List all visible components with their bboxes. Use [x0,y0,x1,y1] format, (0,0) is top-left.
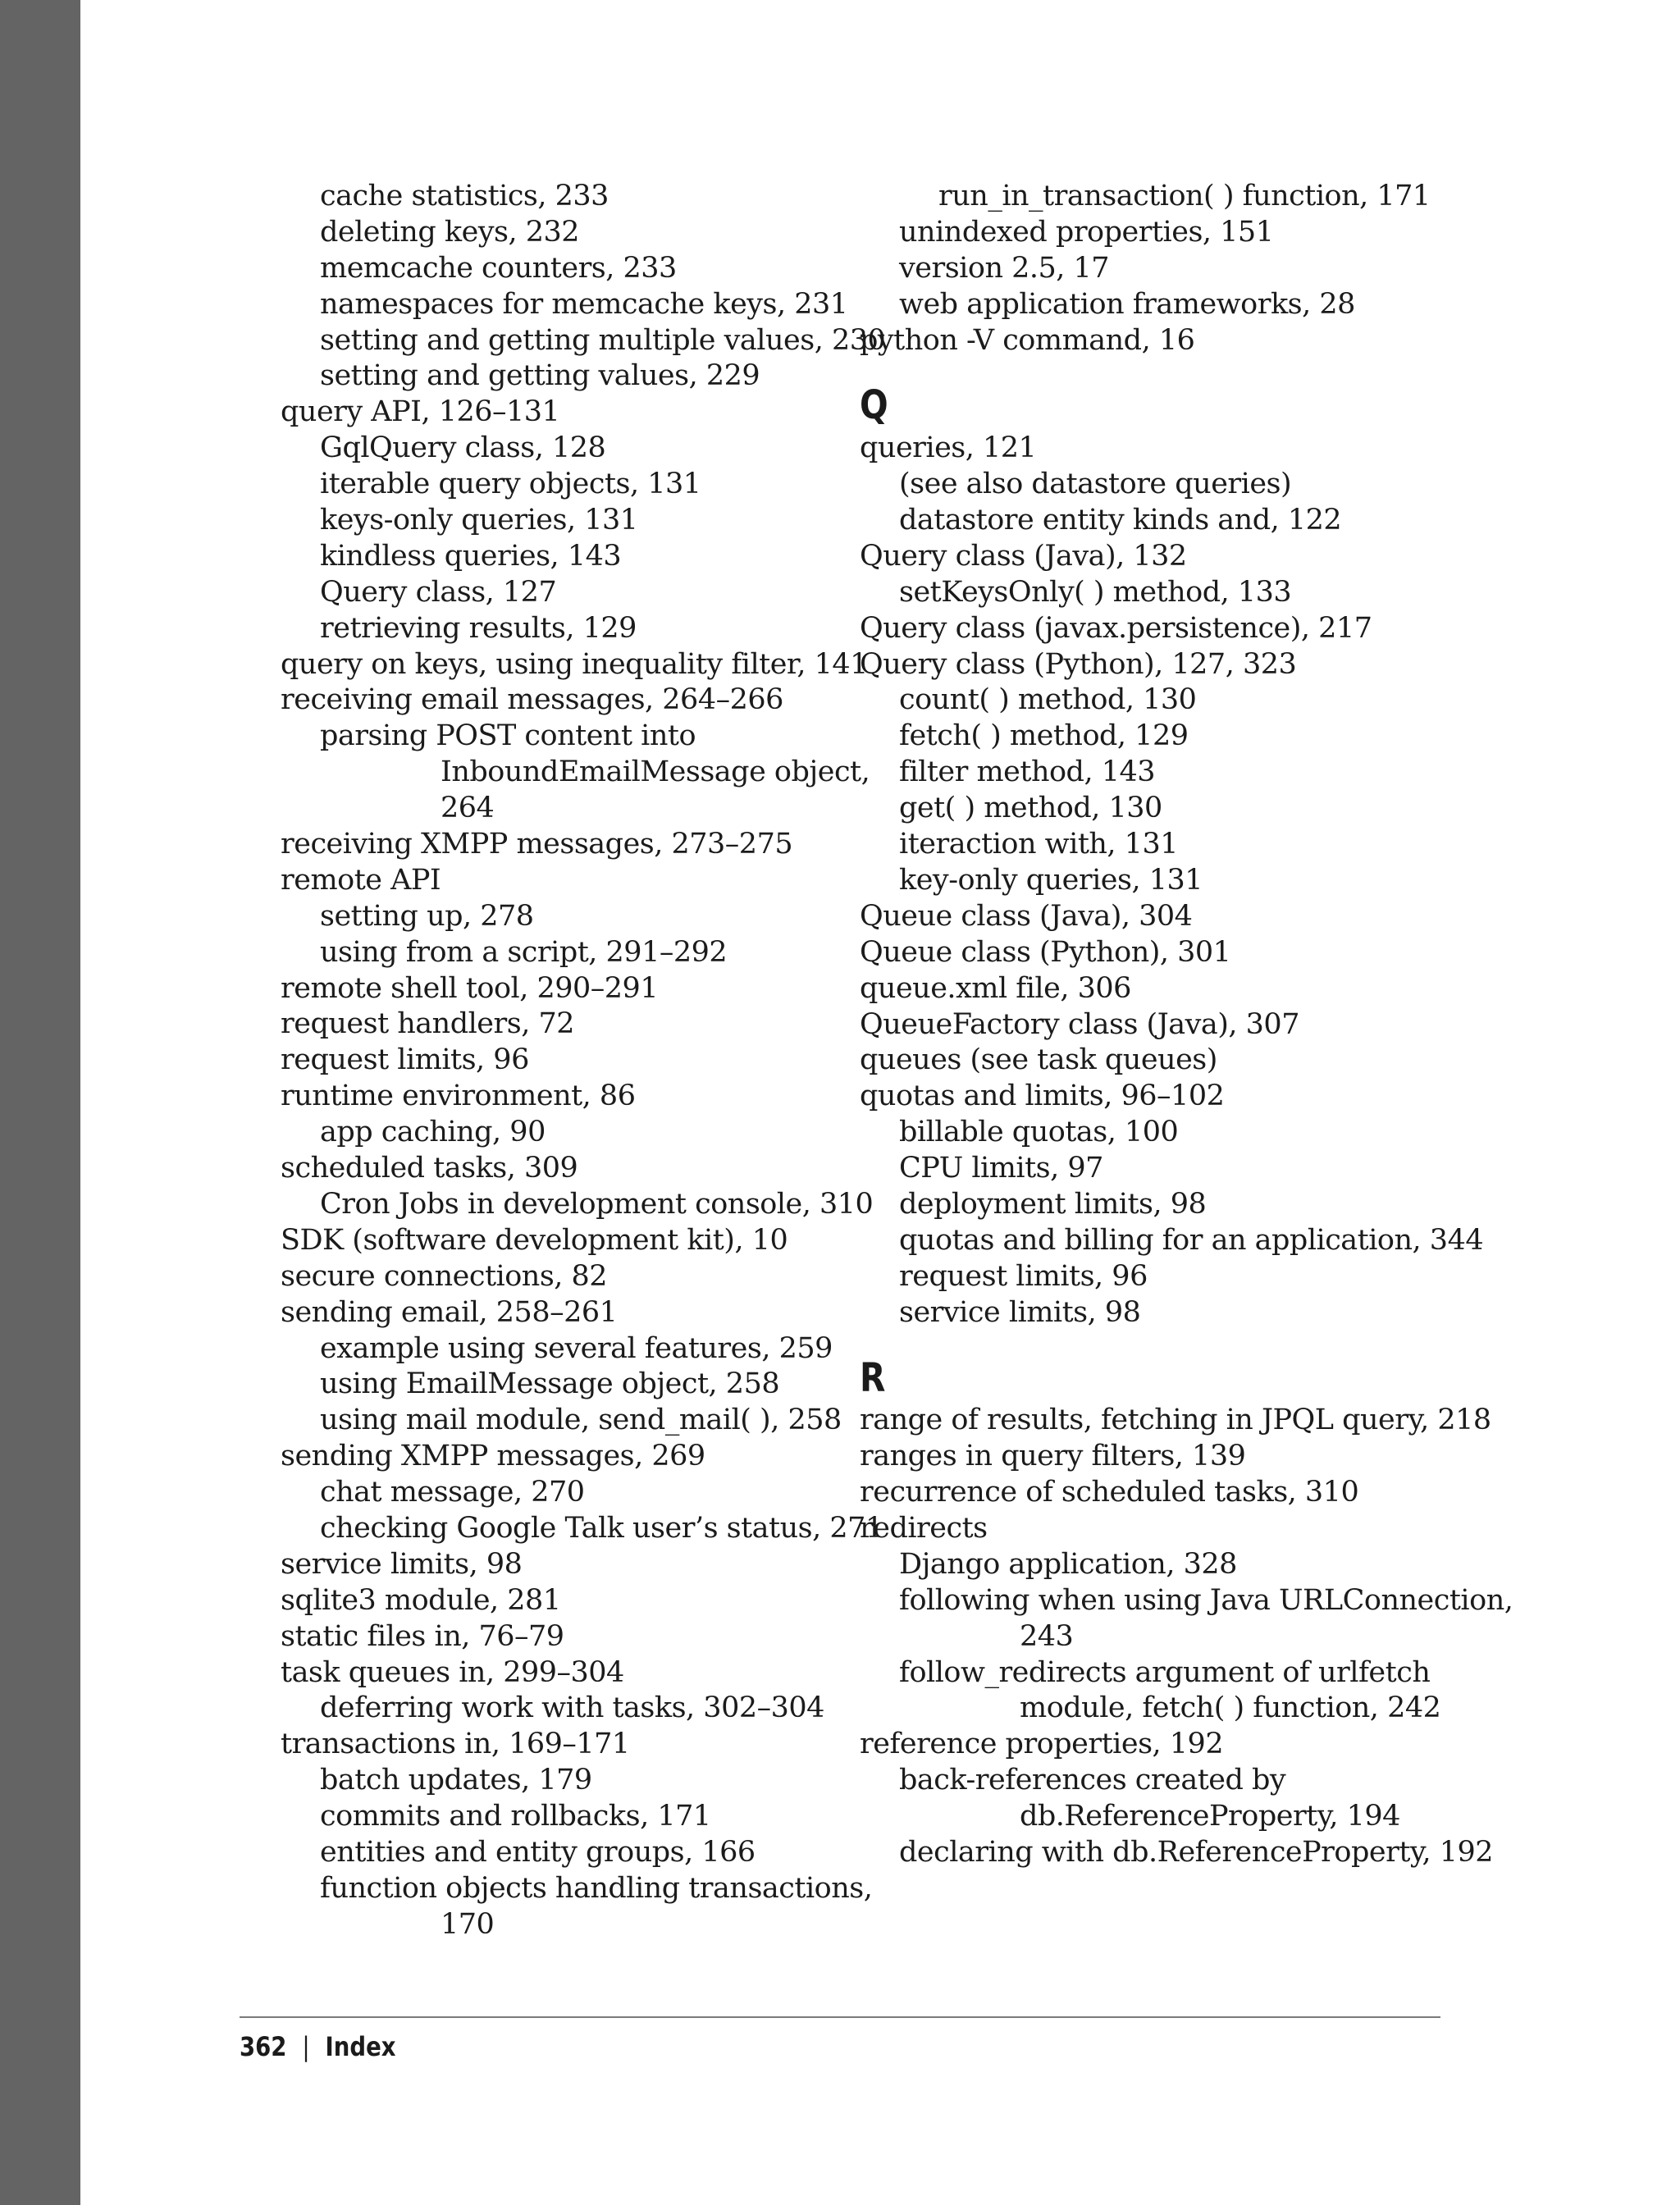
index-entry: transactions in, 169–171 [281,1728,630,1761]
index-entry: quotas and limits, 96–102 [860,1080,1225,1113]
index-subentry: using EmailMessage object, 258 [320,1367,780,1401]
index-entry: query on keys, using inequality filter, 141 [281,647,868,681]
index-subentry: memcache counters, 233 [320,251,677,285]
index-subentry: version 2.5, 17 [899,251,1110,285]
section-letter: Q [860,382,888,429]
index-entry: sending XMPP messages, 269 [281,1440,705,1473]
index-subentry: datastore entity kinds and, 122 [899,504,1342,537]
index-entry: query API, 126–131 [281,395,560,429]
index-entry: range of results, fetching in JPQL query, 218 [860,1404,1491,1437]
index-subentry: module, fetch( ) function, 242 [1020,1691,1441,1725]
index-subentry: deleting keys, 232 [320,215,580,249]
index-entry: Query class (Python), 127, 323 [860,647,1297,681]
index-entry: service limits, 98 [281,1547,523,1581]
index-entry: receiving email messages, 264–266 [281,683,783,717]
footer-rule [240,2016,1440,2018]
index-subentry: iterable query objects, 131 [320,468,701,501]
index-subentry: unindexed properties, 151 [899,215,1274,249]
index-subentry: key-only queries, 131 [899,863,1203,897]
index-subentry: service limits, 98 [899,1295,1141,1329]
index-subentry: Query class, 127 [320,575,557,609]
index-entry: queries, 121 [860,431,1037,465]
index-subentry: using mail module, send_mail( ), 258 [320,1404,842,1437]
index-subentry: follow_redirects argument of urlfetch [899,1655,1431,1689]
index-entry: request limits, 96 [281,1043,529,1077]
index-subentry: deferring work with tasks, 302–304 [320,1691,824,1725]
index-entry: ranges in query filters, 139 [860,1440,1246,1473]
index-subentry: 170 [441,1907,495,1941]
index-subentry: InboundEmailMessage object, [441,756,870,789]
section-letter: R [860,1354,885,1401]
index-entry: recurrence of scheduled tasks, 310 [860,1476,1359,1509]
index-subentry: namespaces for memcache keys, 231 [320,287,848,321]
index-subentry: checking Google Talk user’s status, 271 [320,1511,883,1545]
index-entry: QueueFactory class (Java), 307 [860,1007,1299,1041]
index-entry: remote shell tool, 290–291 [281,971,659,1005]
index-subentry: setKeysOnly( ) method, 133 [899,575,1292,609]
index-entry: Queue class (Python), 301 [860,935,1231,969]
index-entry: Query class (javax.persistence), 217 [860,611,1372,645]
index-subentry: (see also datastore queries) [899,468,1292,501]
index-subentry: count( ) method, 130 [899,683,1197,717]
index-entry: remote API [281,863,441,897]
index-subentry: kindless queries, 143 [320,539,622,573]
index-entry: python -V command, 16 [860,323,1195,357]
index-subentry: iteraction with, 131 [899,828,1178,861]
index-entry: secure connections, 82 [281,1259,608,1293]
index-subentry: setting and getting values, 229 [320,359,760,393]
index-entry: receiving XMPP messages, 273–275 [281,828,793,861]
index-subentry: keys-only queries, 131 [320,504,638,537]
index-subentry: CPU limits, 97 [899,1152,1103,1185]
index-entry: Queue class (Java), 304 [860,899,1193,933]
index-subentry: quotas and billing for an application, 344 [899,1223,1484,1257]
index-column-left [281,179,885,1943]
index-entry: queues (see task queues) [860,1043,1217,1077]
index-subentry: deployment limits, 98 [899,1187,1207,1221]
index-column-right [860,179,1513,1871]
index-subentry: filter method, 143 [899,756,1156,789]
index-subentry: setting up, 278 [320,899,534,933]
index-subentry: fetch( ) method, 129 [899,719,1189,753]
index-subentry: example using several features, 259 [320,1331,833,1365]
index-subentry: setting and getting multiple values, 230 [320,323,886,357]
index-entry: request handlers, 72 [281,1007,574,1041]
index-subentry: function objects handling transactions, [320,1871,873,1905]
index-entry: redirects [860,1511,988,1545]
index-entry: Query class (Java), 132 [860,539,1187,573]
index-subentry: app caching, 90 [320,1116,546,1149]
page-edge-band [0,0,80,2205]
index-subentry: batch updates, 179 [320,1764,592,1797]
index-subentry: billable quotas, 100 [899,1116,1179,1149]
index-subentry: run_in_transaction( ) function, 171 [938,180,1431,212]
index-subentry: entities and entity groups, 166 [320,1835,756,1869]
footer-separator: | [302,2031,310,2062]
index-subentry: get( ) method, 130 [899,792,1162,825]
index-entry: SDK (software development kit), 10 [281,1223,788,1257]
index-entry: task queues in, 299–304 [281,1655,624,1689]
index-subentry: chat message, 270 [320,1476,585,1509]
index-subentry: 264 [441,792,495,825]
index-subentry: request limits, 96 [899,1259,1148,1293]
page-footer [240,2026,396,2067]
index-subentry: db.ReferenceProperty, 194 [1020,1800,1400,1833]
index-subentry: GqlQuery class, 128 [320,431,606,465]
page-number: 362 [240,2031,287,2062]
index-subentry: following when using Java URLConnection, [899,1583,1513,1617]
index-entry: sending email, 258–261 [281,1295,618,1329]
index-subentry: Cron Jobs in development console, 310 [320,1187,874,1221]
index-subentry: using from a script, 291–292 [320,935,728,969]
index-subentry: 243 [1020,1619,1074,1653]
index-entry: queue.xml file, 306 [860,971,1131,1005]
index-entry: reference properties, 192 [860,1728,1224,1761]
index-subentry: parsing POST content into [320,719,696,753]
index-entry: runtime environment, 86 [281,1080,636,1113]
index-subentry: commits and rollbacks, 171 [320,1800,711,1833]
index-subentry: Django application, 328 [899,1547,1237,1581]
index-entry: static files in, 76–79 [281,1619,564,1653]
index-subentry: cache statistics, 233 [320,180,609,212]
index-entry: scheduled tasks, 309 [281,1152,578,1185]
index-subentry: retrieving results, 129 [320,611,637,645]
index-subentry: web application frameworks, 28 [899,287,1355,321]
index-subentry: back-references created by [899,1764,1286,1797]
index-subentry: declaring with db.ReferenceProperty, 192 [899,1836,1494,1869]
section-name: Index [325,2031,396,2062]
index-entry: sqlite3 module, 281 [281,1583,561,1617]
